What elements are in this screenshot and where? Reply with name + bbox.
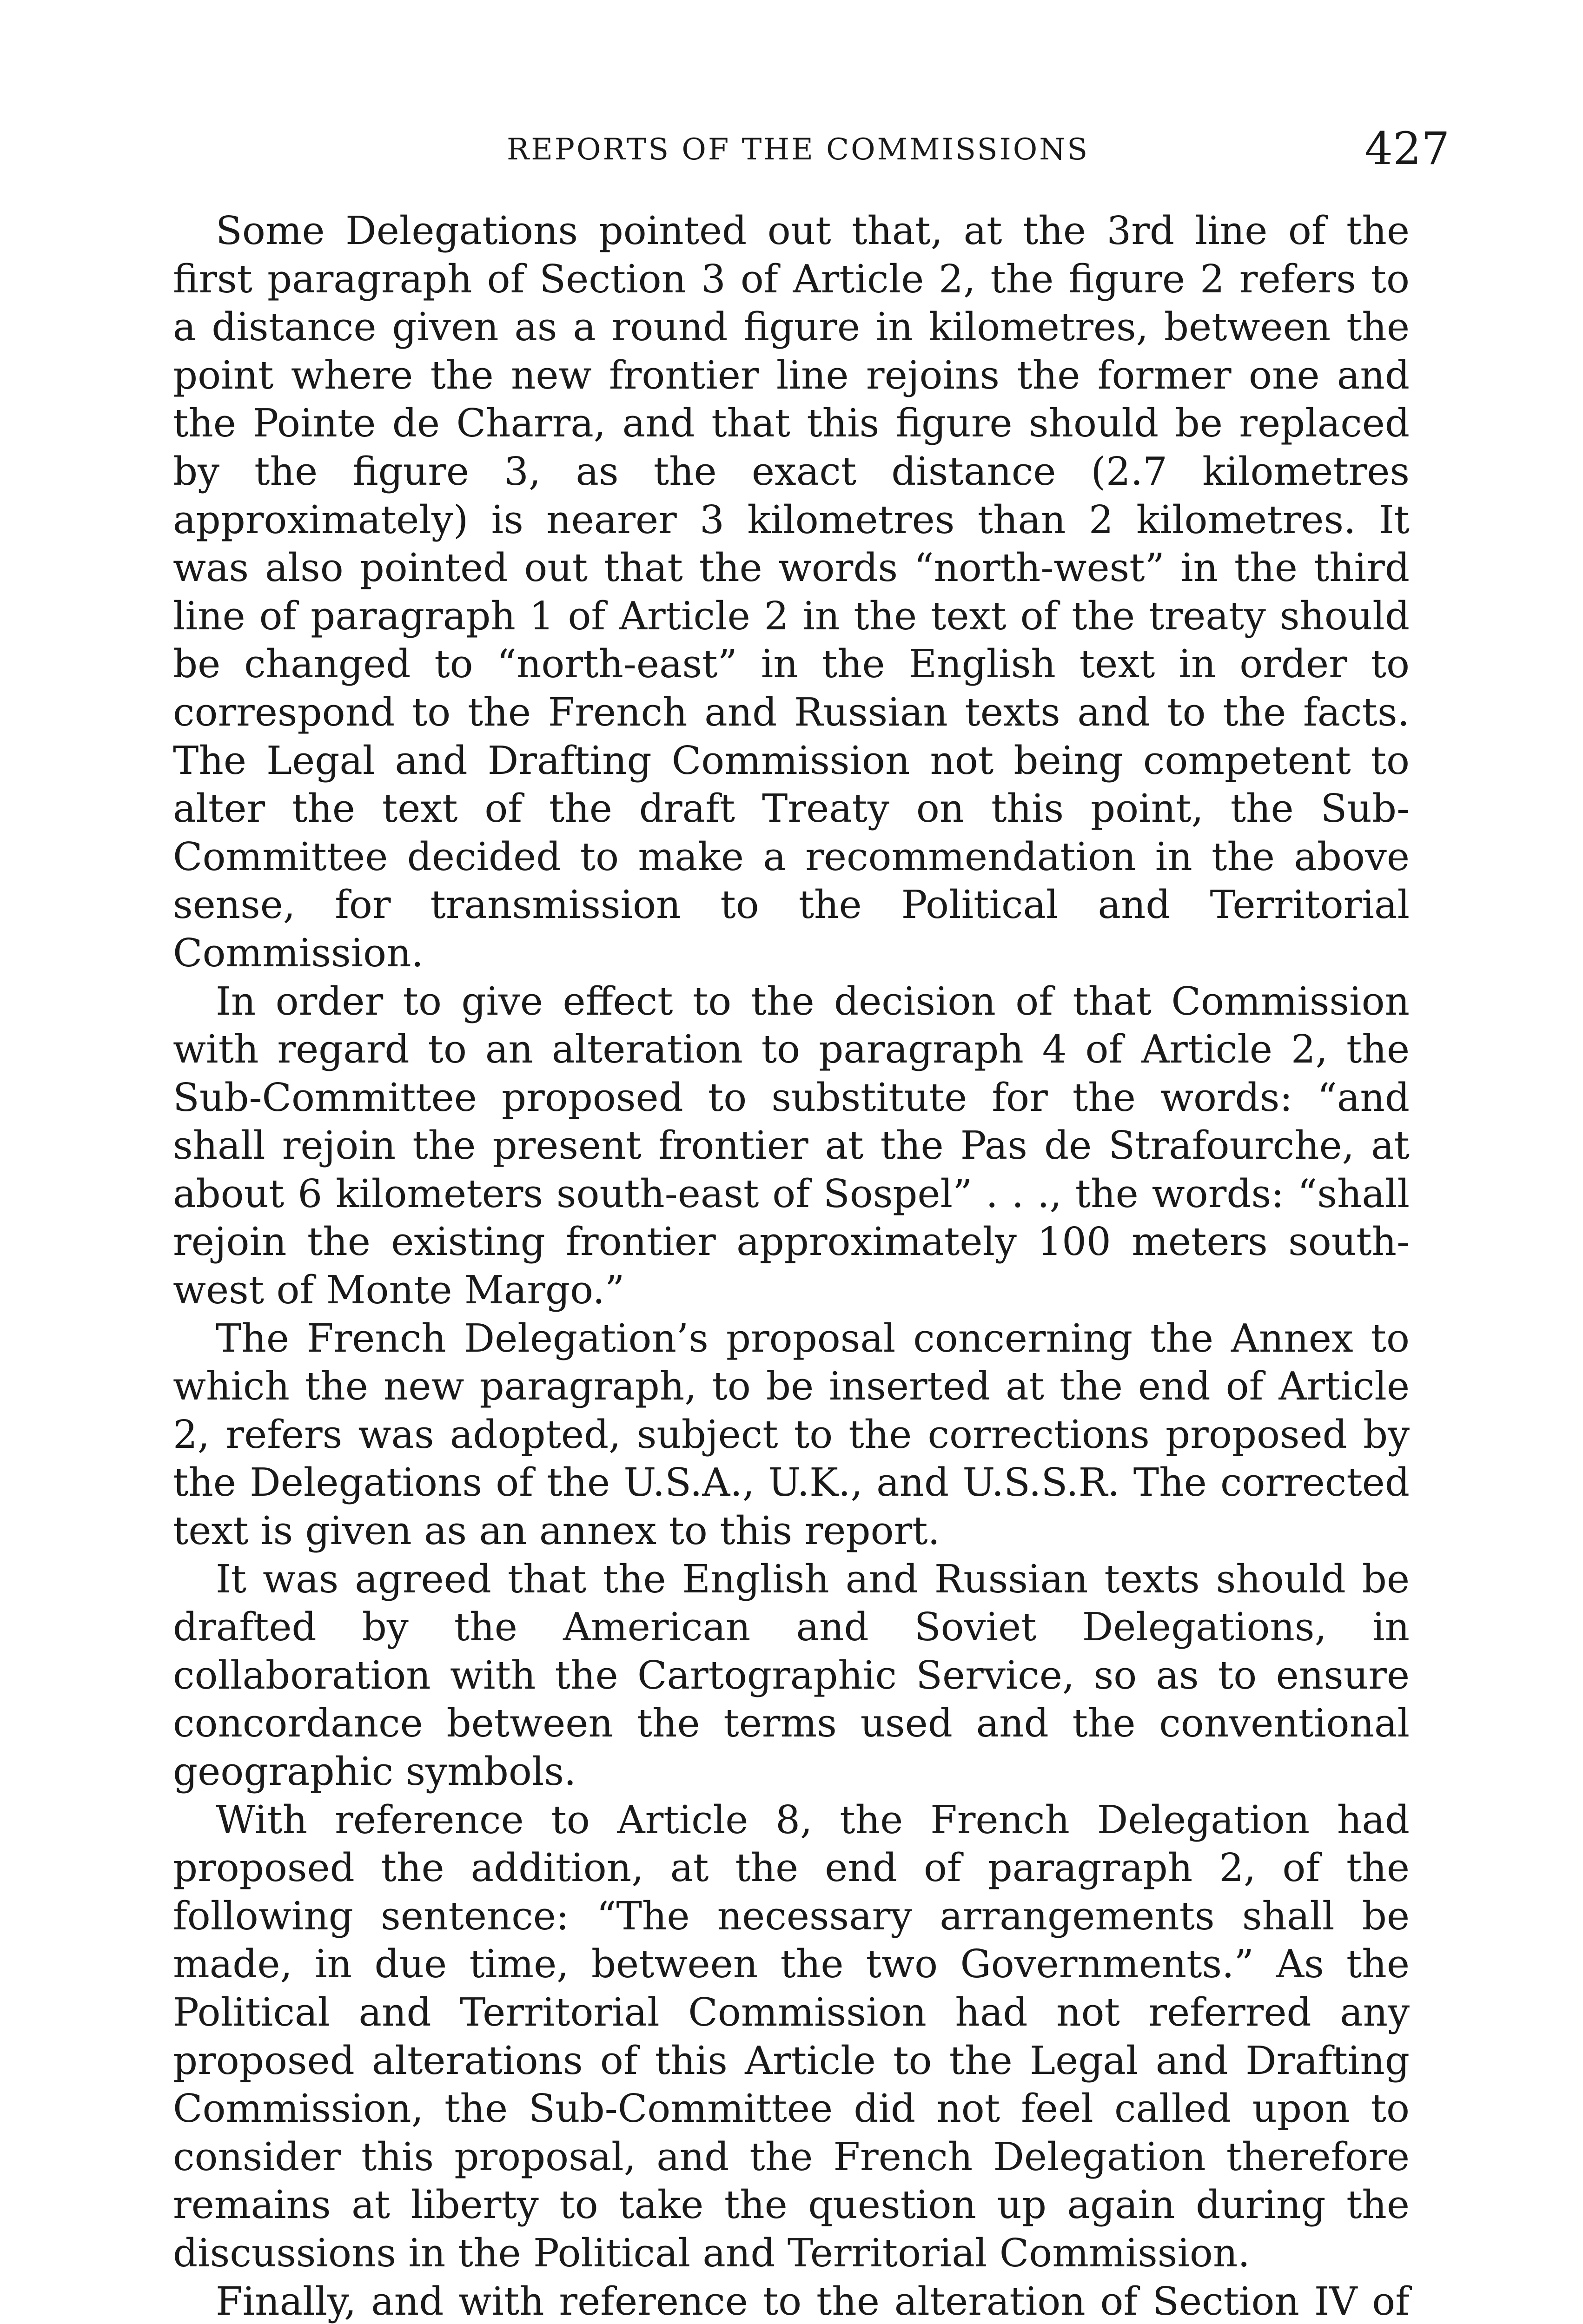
running-header (0, 116, 1583, 181)
paragraph: Finally, and with reference to the alteration of Section IV of (216, 2278, 1410, 2324)
running-title: REPORTS OF THE COMMISSIONS (507, 132, 1090, 167)
paragraph: With reference to Article 8, the French Delegation had proposed the addition, at the end of paragraph 2, of the following sentence: “The necessary arrangements shall be made, in due time, between the two Governments.” As the Political and Territorial Commission had not referred any proposed alterations of this Article to the Legal and Drafting Commission, the Sub-Committee did not feel called upon to consider this proposal, and the French Delegation therefore remains at liberty to take the question up again during the discussions in the Political and Territorial Commission. (173, 1797, 1410, 2276)
page-number: 427 (1364, 123, 1450, 175)
paragraph: In order to give effect to the decision of that Commission with regard to an alteration to paragraph 4 of Article 2, the Sub-Committee proposed to substitute for the words: “and shall rejoin the present frontier at the Pas de Strafourche, at about 6 kilometers south-east of Sospel” . . ., the words: “shall rejoin the existing frontier approximately 100 meters south-west of Monte Margo.” (173, 978, 1410, 1313)
paragraph: The French Delegation’s proposal concerning the Annex to which the new paragraph, to be inserted at the end of Article 2, refers was adopted, subject to the corrections proposed by the Delegations of the U.S.A., U.K., and U.S.S.R. The corrected text is given as an annex to this report. (173, 1315, 1410, 1554)
body-text (173, 207, 1410, 2324)
paragraph: Some Delegations pointed out that, at the 3rd line of the first paragraph of Section 3 of Article 2, the figure 2 refers to a distance given as a round figure in kilometres, between the point where the new frontier line rejoins the former one and the Pointe de Charra, and that this figure should be replaced by the figure 3, as the exact distance (2.7 kilometres approximately) is nearer 3 kilometres than 2 kilometres. It was also pointed out that the words “north-west” in the third line of paragraph 1 of Article 2 in the text of the treaty should be changed to “north-east” in the English text in order to correspond to the French and Russian texts and to the facts. The Legal and Drafting Commission not being competent to alter the text of the draft Treaty on this point, the Sub-Committee decided to make a recommendation in the above sense, for transmission to the Political and Territorial Commission. (173, 208, 1410, 976)
paragraph: It was agreed that the English and Russian texts should be drafted by the American and Soviet Delegations, in collaboration with the Cartographic Service, so as to ensure concordance between the terms used and the conventional geographic symbols. (173, 1556, 1410, 1794)
